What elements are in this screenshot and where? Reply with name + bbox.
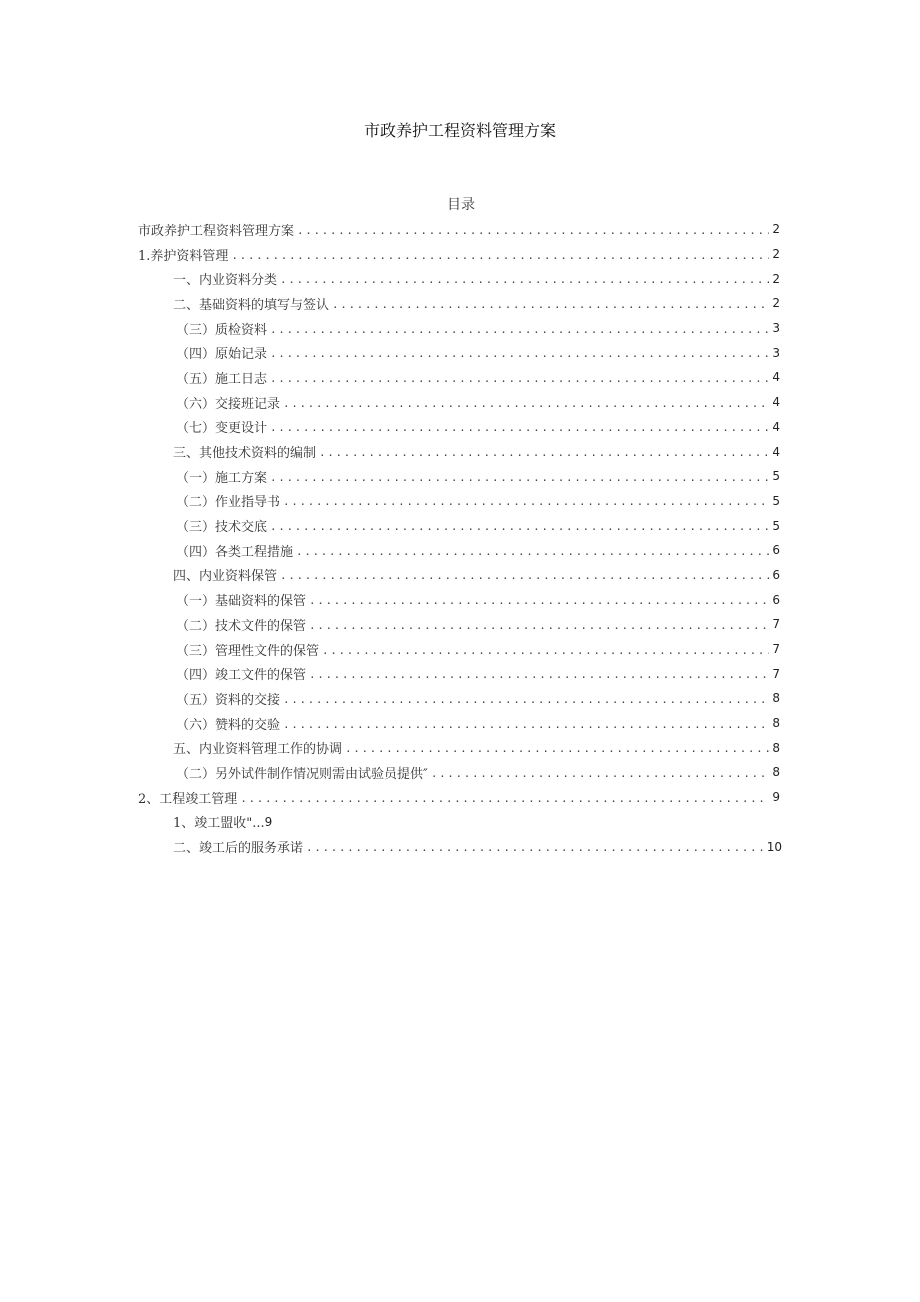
toc-leader-dots — [319, 445, 769, 458]
toc-entry[interactable] — [138, 587, 780, 612]
toc-entry[interactable] — [138, 661, 780, 686]
toc-leader-dots — [231, 248, 769, 261]
toc-entry-page: 2 — [772, 247, 780, 262]
toc-entry-page: 7 — [772, 666, 780, 681]
toc-leader-dots — [270, 470, 769, 483]
toc-entry-page: 7 — [772, 642, 780, 657]
toc-entry[interactable] — [138, 513, 780, 538]
toc-leader-dots — [296, 544, 769, 557]
toc-entry-title: （三）管理性文件的保管 — [176, 643, 320, 659]
toc-leader-dots — [309, 667, 769, 680]
toc-leader-dots — [297, 223, 769, 236]
toc-entry-page: 4 — [772, 370, 780, 385]
toc-entry-page: 5 — [772, 518, 780, 533]
toc-entry[interactable] — [138, 266, 780, 291]
toc-entry[interactable] — [138, 439, 780, 464]
toc-entry[interactable] — [138, 686, 780, 711]
toc-entry-title: 二、基础资料的填写与签认 — [173, 297, 330, 313]
toc-entry[interactable] — [138, 760, 780, 785]
toc-leader-dots — [283, 494, 769, 507]
toc-entry-page: 8 — [772, 716, 780, 731]
toc-entry-title: 五、内业资料管理工作的协调 — [173, 742, 343, 758]
toc-entry-page: 6 — [772, 592, 780, 607]
toc-leader-dots — [270, 519, 769, 532]
toc-entry-page: 8 — [772, 740, 780, 755]
toc-entry-title: 四、内业资料保管 — [173, 569, 278, 585]
document-title: 市政养护工程资料管理方案 — [363, 121, 556, 140]
toc-entry-title: 1、竣工盟收"... — [173, 816, 265, 832]
toc-entry[interactable] — [138, 217, 780, 242]
toc-leader-dots — [306, 840, 764, 853]
toc-entry-title: （一）基础资料的保管 — [176, 594, 307, 610]
toc-entry-title: （五）施工日志 — [176, 371, 268, 387]
toc-entry[interactable] — [138, 365, 780, 390]
toc-entry[interactable] — [138, 834, 782, 859]
table-of-contents — [138, 217, 780, 859]
toc-leader-dots — [280, 568, 769, 581]
toc-entry-page: 3 — [772, 345, 780, 360]
toc-entry-title: 一、内业资料分类 — [173, 273, 278, 289]
toc-entry[interactable] — [138, 415, 780, 440]
toc-entry[interactable] — [138, 464, 780, 489]
toc-leader-dots — [332, 297, 769, 310]
toc-entry[interactable] — [138, 390, 780, 415]
toc-entry-page: 5 — [772, 469, 780, 484]
toc-entry-title: （四）竣工文件的保管 — [176, 668, 307, 684]
toc-leader-dots — [431, 766, 770, 779]
toc-entry-title: （六）赞料的交验 — [176, 717, 281, 733]
toc-entry-title: （一）施工方案 — [176, 470, 268, 486]
toc-leader-dots — [283, 692, 769, 705]
toc-leader-dots — [322, 643, 769, 656]
toc-leader-dots — [270, 346, 769, 359]
toc-entry-page: 8 — [772, 765, 780, 780]
toc-entry[interactable] — [138, 242, 780, 267]
toc-entry-title: （三）技术交底 — [176, 520, 268, 536]
toc-entry-page: 6 — [772, 567, 780, 582]
toc-entry-title: （六）交接班记录 — [176, 396, 281, 412]
toc-entry-title: （二）作业指导书 — [176, 495, 281, 511]
toc-leader-dots — [345, 741, 769, 754]
toc-entry-page: 2 — [772, 222, 780, 237]
toc-entry-page: 4 — [772, 419, 780, 434]
toc-entry[interactable] — [138, 612, 780, 637]
toc-entry-page: 2 — [772, 271, 780, 286]
toc-entry[interactable] — [138, 291, 780, 316]
toc-entry-title: 二、竣工后的服务承诺 — [173, 841, 304, 857]
toc-entry-title: 2、工程竣工管理 — [138, 791, 238, 807]
toc-entry[interactable] — [138, 538, 780, 563]
toc-entry-page: 2 — [772, 296, 780, 311]
toc-entry-title: （七）变更设计 — [176, 421, 268, 437]
toc-entry[interactable] — [138, 340, 780, 365]
toc-leader-dots — [270, 420, 769, 433]
toc-heading: 目录 — [447, 197, 475, 213]
toc-entry-page: 9 — [772, 790, 780, 805]
toc-leader-dots — [283, 717, 769, 730]
toc-entry[interactable] — [138, 810, 780, 835]
toc-entry-page: 10 — [766, 839, 782, 854]
toc-entry[interactable] — [138, 489, 780, 514]
toc-entry-page: 5 — [772, 493, 780, 508]
toc-entry[interactable] — [138, 711, 780, 736]
toc-leader-dots — [270, 371, 769, 384]
toc-entry-page: 4 — [772, 444, 780, 459]
toc-entry-title: （三）质检资料 — [176, 322, 268, 338]
toc-entry[interactable] — [138, 316, 780, 341]
toc-leader-dots — [309, 593, 769, 606]
toc-leader-dots — [283, 396, 769, 409]
toc-leader-dots — [240, 791, 769, 804]
toc-entry-page: 8 — [772, 691, 780, 706]
toc-leader-dots — [280, 272, 769, 285]
toc-entry-title: （四）各类工程措施 — [176, 544, 294, 560]
toc-entry[interactable] — [138, 785, 780, 810]
toc-entry[interactable] — [138, 563, 780, 588]
toc-entry-page: 4 — [772, 395, 780, 410]
toc-entry-title: （二）另外试件制作情况则需由试验员提供″ — [176, 766, 428, 782]
toc-leader-dots — [309, 618, 769, 631]
toc-entry-title: （四）原始记录 — [176, 347, 268, 363]
toc-leader-dots — [270, 322, 769, 335]
toc-entry-page: 7 — [772, 617, 780, 632]
toc-entry-page: 6 — [772, 543, 780, 558]
toc-entry-page: 9 — [264, 814, 273, 829]
toc-entry-title: （二）技术文件的保管 — [176, 618, 307, 634]
toc-entry[interactable] — [138, 735, 780, 760]
toc-entry-title: 市政养护工程资料管理方案 — [138, 223, 295, 239]
toc-entry-page: 3 — [772, 321, 780, 336]
toc-entry-title: （五）资料的交接 — [176, 692, 281, 708]
toc-entry-title: 1.养护资料管理 — [138, 248, 229, 264]
toc-entry[interactable] — [138, 637, 780, 662]
toc-entry-title: 三、其他技术资料的编制 — [173, 446, 317, 462]
